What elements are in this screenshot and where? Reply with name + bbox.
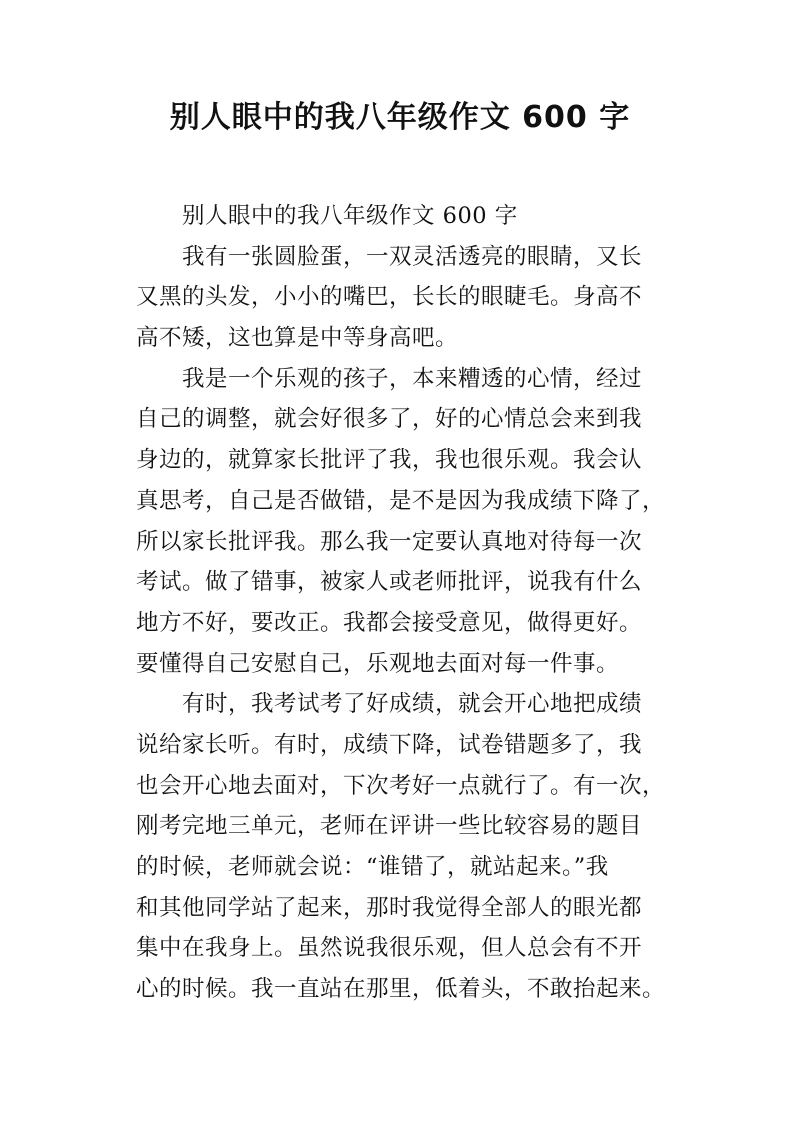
paragraph-line: 真思考，自己是否做错，是不是因为我成绩下降了，: [136, 487, 666, 514]
paragraph-line: 说给家长听。有时，成绩下降，试卷错题多了，我: [136, 731, 643, 758]
paragraph-line: 所以家长批评我。那么我一定要认真地对待每一次: [136, 528, 643, 555]
paragraph-line: 考试。做了错事，被家人或老师批评，说我有什么: [136, 569, 643, 596]
document-title: 别人眼中的我八年级作文 600 字: [169, 100, 631, 135]
subtitle-line: 别人眼中的我八年级作文 600 字: [182, 203, 518, 229]
paragraph-line: 高不矮，这也算是中等身高吧。: [136, 325, 459, 352]
paragraph-line: 又黑的头发，小小的嘴巴，长长的眼睫毛。身高不: [136, 284, 643, 311]
document-body: [136, 196, 676, 1010]
paragraph-line: 和其他同学站了起来，那时我觉得全部人的眼光都: [136, 894, 643, 921]
paragraph-line: 集中在我身上。虽然说我很乐观，但人总会有不开: [136, 935, 643, 962]
paragraph-line: 刚考完地三单元，老师在评讲一些比较容易的题目: [136, 813, 643, 840]
paragraph-line: 我有一张圆脸蛋，一双灵活透亮的眼睛，又长: [182, 243, 643, 270]
paragraph-line: 心的时候。我一直站在那里，低着头，不敢抬起来。: [136, 976, 666, 1003]
paragraph-line: 自己的调整，就会好很多了，好的心情总会来到我: [136, 406, 643, 433]
paragraph-line: 也会开心地去面对，下次考好一点就行了。有一次，: [136, 772, 666, 799]
paragraph-line: 身边的，就算家长批评了我，我也很乐观。我会认: [136, 447, 643, 474]
paragraph-line: 要懂得自己安慰自己，乐观地去面对每一件事。: [136, 650, 620, 677]
paragraph-line: 我是一个乐观的孩子，本来糟透的心情，经过: [182, 365, 643, 392]
paragraph-line: 有时，我考试考了好成绩，就会开心地把成绩: [182, 691, 643, 718]
paragraph-line: 地方不好，要改正。我都会接受意见，做得更好。: [136, 609, 643, 636]
paragraph-line: 的时候，老师就会说：“谁错了，就站起来。”我: [136, 854, 609, 880]
